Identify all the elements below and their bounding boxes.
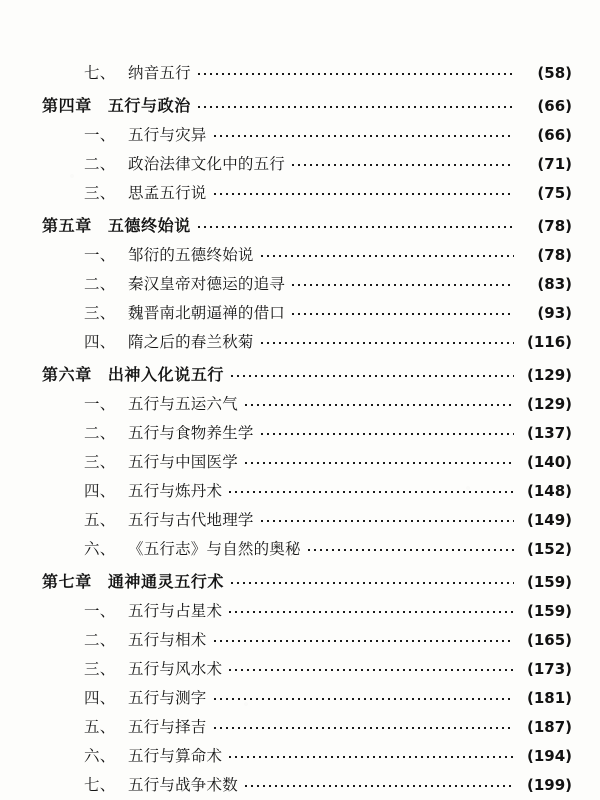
toc-page-number: (78) [537,246,572,264]
toc-section-row[interactable] [42,143,572,172]
toc-entry-title: 五行与五运六气 [128,394,238,413]
toc-entry-number: 二、 [84,423,116,442]
dot-leader [212,718,514,733]
toc-entry-number: 六、 [84,539,116,558]
toc-entry-title: 五行与测字 [128,688,207,707]
toc-page-number: (83) [537,275,572,293]
toc-entry-number: 一、 [84,125,116,144]
dot-leader [306,540,514,555]
dot-leader [259,511,514,526]
toc-entry-label [84,481,223,500]
toc-section-row[interactable] [42,383,572,412]
toc-entry-title: 思孟五行说 [128,183,207,202]
toc-page-number: (58) [537,64,572,82]
dot-leader [243,453,514,468]
dot-leader [196,64,514,79]
toc-section-row[interactable] [42,590,572,619]
toc-page-number: (199) [526,776,572,794]
toc-entry-title: 《五行志》与自然的奥秘 [128,539,301,558]
toc-entry-title: 通神通灵五行术 [107,572,225,591]
toc-entry-label [84,303,286,322]
dot-leader [290,155,514,170]
toc-page-number: (129) [526,395,572,413]
toc-section-row[interactable] [42,321,572,350]
toc-entry-title: 五德终始说 [107,216,191,235]
toc-section-row[interactable] [42,528,572,557]
dot-leader [227,602,514,617]
dot-leader [290,304,514,319]
toc-entry-label [42,574,224,590]
toc-entry-number: 三、 [84,452,116,471]
toc-entry-title: 五行与食物养生学 [128,423,254,442]
toc-chapter-row[interactable] [42,205,572,234]
toc-entry-label [84,659,223,678]
toc-entry-label [84,746,223,765]
toc-page-number: (187) [526,718,572,736]
toc-entry-label [84,332,254,351]
toc-entry-number: 四、 [84,481,116,500]
toc-entry-number: 四、 [84,332,116,351]
toc-page-number: (66) [537,97,572,115]
toc-section-row[interactable] [42,735,572,764]
toc-page-number: (181) [526,689,572,707]
toc-entry-title: 五行与灾异 [128,125,207,144]
toc-entry-label [84,245,254,264]
toc-entry-label [42,367,224,383]
toc-page-number: (148) [526,482,572,500]
toc-entry-label [42,218,191,234]
toc-section-row[interactable] [42,412,572,441]
toc-entry-label [84,539,301,558]
toc-entry-title: 五行与战争术数 [128,775,238,794]
dot-leader [212,689,514,704]
toc-section-row[interactable] [42,234,572,263]
toc-section-row[interactable] [42,648,572,677]
toc-entry-number: 第五章 [42,216,92,235]
dot-leader [259,246,514,261]
toc-entry-title: 纳音五行 [128,63,191,82]
dot-leader [259,333,514,348]
toc-section-row[interactable] [42,470,572,499]
toc-page-number: (71) [537,155,572,173]
toc-page-number: (173) [526,660,572,678]
toc-entry-number: 三、 [84,303,116,322]
toc-entry-number: 七、 [84,775,116,794]
toc-entry-number: 三、 [84,659,116,678]
toc-section-row[interactable] [42,499,572,528]
toc-entry-title: 隋之后的春兰秋菊 [128,332,254,351]
toc-entry-label [84,183,207,202]
toc-entry-title: 出神入化说五行 [107,365,225,384]
dot-leader [196,217,514,232]
dot-leader [212,184,514,199]
toc-page-number: (194) [526,747,572,765]
dot-leader [229,366,514,381]
toc-entry-label [84,154,286,173]
toc-entry-label [84,717,207,736]
toc-entry-title: 魏晋南北朝逼禅的借口 [128,303,286,322]
toc-entry-title: 五行与政治 [107,96,191,115]
toc-entry-title: 秦汉皇帝对德运的追寻 [128,274,286,293]
toc-entry-label [42,98,191,114]
toc-page-number: (159) [526,573,572,591]
dot-leader [229,573,514,588]
toc-page-number: (152) [526,540,572,558]
toc-section-row[interactable] [42,441,572,470]
toc-chapter-row[interactable] [42,561,572,590]
toc-entry-label [84,775,238,794]
toc-entry-label [84,394,238,413]
toc-entry-number: 第七章 [42,572,92,591]
toc-entry-number: 七、 [84,63,116,82]
toc-section-row[interactable] [42,619,572,648]
dot-leader [227,747,514,762]
toc-entry-title: 邹衍的五德终始说 [128,245,254,264]
toc-entry-title: 五行与炼丹术 [128,481,223,500]
toc-entry-number: 第六章 [42,365,92,384]
toc-chapter-row[interactable] [42,85,572,114]
toc-page-number: (66) [537,126,572,144]
toc-entry-number: 二、 [84,274,116,293]
dot-leader [227,660,514,675]
toc-section-row[interactable] [42,263,572,292]
toc-entry-number: 第四章 [42,96,92,115]
toc-page-number: (78) [537,217,572,235]
toc-section-row[interactable] [42,114,572,143]
toc-entry-title: 五行与古代地理学 [128,510,254,529]
toc-entry-title: 五行与择吉 [128,717,207,736]
toc-entry-title: 五行与算命术 [128,746,223,765]
toc-entry-label [84,423,254,442]
toc-entry-label [84,63,191,82]
toc-page-number: (159) [526,602,572,620]
dot-leader [259,424,514,439]
toc-entry-label [84,688,207,707]
toc-entry-number: 五、 [84,510,116,529]
toc-page-number: (75) [537,184,572,202]
toc-section-row[interactable] [42,172,572,201]
toc-entry-title: 五行与占星术 [128,601,223,620]
toc-entry-label [84,125,207,144]
toc-entry-title: 五行与风水术 [128,659,223,678]
dot-leader [212,126,514,141]
toc-entry-number: 六、 [84,746,116,765]
table-of-contents [42,52,572,793]
toc-section-row[interactable] [42,764,572,793]
toc-entry-number: 四、 [84,688,116,707]
dot-leader [243,395,514,410]
toc-entry-title: 政治法律文化中的五行 [128,154,286,173]
toc-entry-number: 一、 [84,394,116,413]
toc-page-number: (93) [537,304,572,322]
toc-page-number: (116) [526,333,572,351]
toc-entry-title: 五行与中国医学 [128,452,238,471]
dot-leader [227,482,514,497]
dot-leader [290,275,514,290]
toc-entry-number: 三、 [84,183,116,202]
toc-section-row[interactable] [42,677,572,706]
toc-chapter-row[interactable] [42,354,572,383]
dot-leader [212,631,514,646]
toc-page-number: (149) [526,511,572,529]
toc-section-row[interactable] [42,292,572,321]
dot-leader [196,97,514,112]
toc-entry-number: 五、 [84,717,116,736]
dot-leader [243,776,514,791]
toc-entry-number: 一、 [84,245,116,264]
toc-page-number: (165) [526,631,572,649]
toc-entry-number: 二、 [84,630,116,649]
toc-entry-label [84,274,286,293]
toc-entry-title: 五行与相术 [128,630,207,649]
toc-page-number: (129) [526,366,572,384]
toc-entry-number: 二、 [84,154,116,173]
toc-page-number: (140) [526,453,572,471]
toc-section-row[interactable] [42,52,572,81]
toc-page-number: (137) [526,424,572,442]
toc-entry-number: 一、 [84,601,116,620]
toc-entry-label [84,601,223,620]
toc-entry-label [84,452,238,471]
toc-section-row[interactable] [42,706,572,735]
toc-entry-label [84,510,254,529]
toc-entry-label [84,630,207,649]
